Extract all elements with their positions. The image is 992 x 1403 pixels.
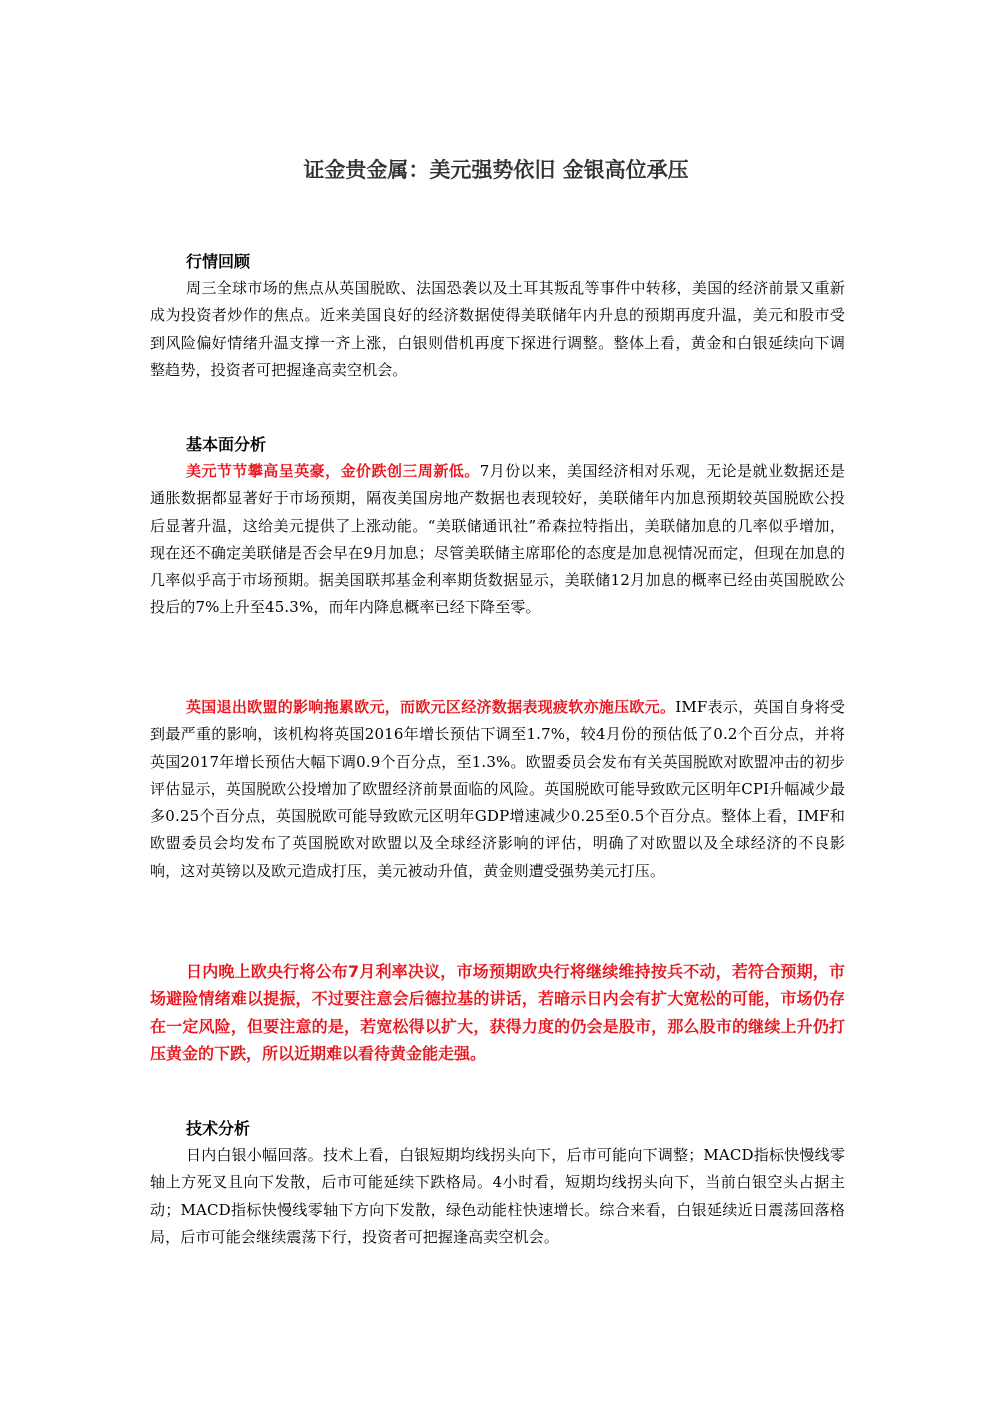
section-fundamental-p3 [150,958,845,1068]
section-heading-fundamental: 基本面分析 [186,435,267,454]
review-paragraph: 周三全球市场的焦点从英国脱欧、法国恐袭以及土耳其叛乱等事件中转移，美国的经济前景又重新成为投资者炒作的焦点。近来美国良好的经济数据使得美联储年内升息的预期再度升温，美元和股市受到风险偏好情绪升温支撑一齐上涨，白银则借机再度下探进行调整。整体上看，黄金和白银延续向下调整趋势，投资者可把握逢高卖空机会。 [150,279,845,379]
document-title: 证金贵金属：美元强势依旧 金银高位承压 [303,158,689,182]
fundamental-highlight-2: 英国退出欧盟的影响拖累欧元，而欧元区经济数据表现疲软亦施压欧元。 [186,698,676,716]
section-review [150,248,845,384]
section-technical [150,1115,845,1251]
section-heading-review: 行情回顾 [186,252,251,271]
fundamental-text-1: 7月份以来，美国经济相对乐观，无论是就业数据还是通胀数据都显著好于市场预期，隔夜美国房地产数据也表现较好，美联储年内加息预期较英国脱欧公投后显著升温，这给美元提供了上涨动能。“美联储通讯社”希森拉特指出，美联储加息的几率似乎增加，现在还不确定美联储是否会早在9月加息；尽管美联储主席耶伦的态度是加息视情况而定，但现在加息的几率似乎高于市场预期。据美国联邦基金利率期货数据显示，美联储12月加息的概率已经由英国脱欧公投后的7%上升至45.3%，而年内降息概率已经下降至零。 [150,462,845,617]
section-fundamental-p2 [150,694,845,885]
fundamental-paragraph-1 [150,458,845,622]
section-fundamental [150,431,845,622]
technical-paragraph: 日内白银小幅回落。技术上看，白银短期均线拐头向下，后市可能向下调整；MACD指标快慢线零轴上方死叉且向下发散，后市可能延续下跌格局。4小时看，短期均线拐头向下，当前白银空头占据主动；MACD指标快慢线零轴下方向下发散，绿色动能柱快速增长。综合来看，白银延续近日震荡回落格局，后市可能会继续震荡下行，投资者可把握逢高卖空机会。 [150,1146,845,1246]
fundamental-text-2: IMF表示，英国自身将受到最严重的影响，该机构将英国2016年增长预估下调至1.7%，较4月份的预估低了0.2个百分点，并将英国2017年增长预估大幅下调0.9个百分点，至1.3%。欧盟委员会发布有关英国脱欧对欧盟冲击的初步评估显示，英国脱欧公投增加了欧盟经济前景面临的风险。英国脱欧可能导致欧元区明年CPI升幅减少最多0.25个百分点，英国脱欧可能导致欧元区明年GDP增速减少0.25至0.5个百分点。整体上看，IMF和欧盟委员会均发布了英国脱欧对欧盟以及全球经济影响的评估，明确了对欧盟以及全球经济的不良影响，这对英镑以及欧元造成打压，美元被动升值，黄金则遭受强势美元打压。 [150,698,845,880]
section-heading-technical: 技术分析 [186,1119,251,1138]
fundamental-paragraph-2 [150,694,845,885]
fundamental-red-paragraph: 日内晚上欧央行将公布7月利率决议，市场预期欧央行将继续维持按兵不动，若符合预期，市场避险情绪难以提振，不过要注意会后德拉基的讲话，若暗示日内会有扩大宽松的可能，市场仍存在一定风险，但要注意的是，若宽松得以扩大，获得力度的仍会是股市，那么股市的继续上升仍打压黄金的下跌，所以近期难以看待黄金能走强。 [150,962,845,1064]
fundamental-highlight-1: 美元节节攀高呈英豪，金价跌创三周新低。 [186,462,480,480]
